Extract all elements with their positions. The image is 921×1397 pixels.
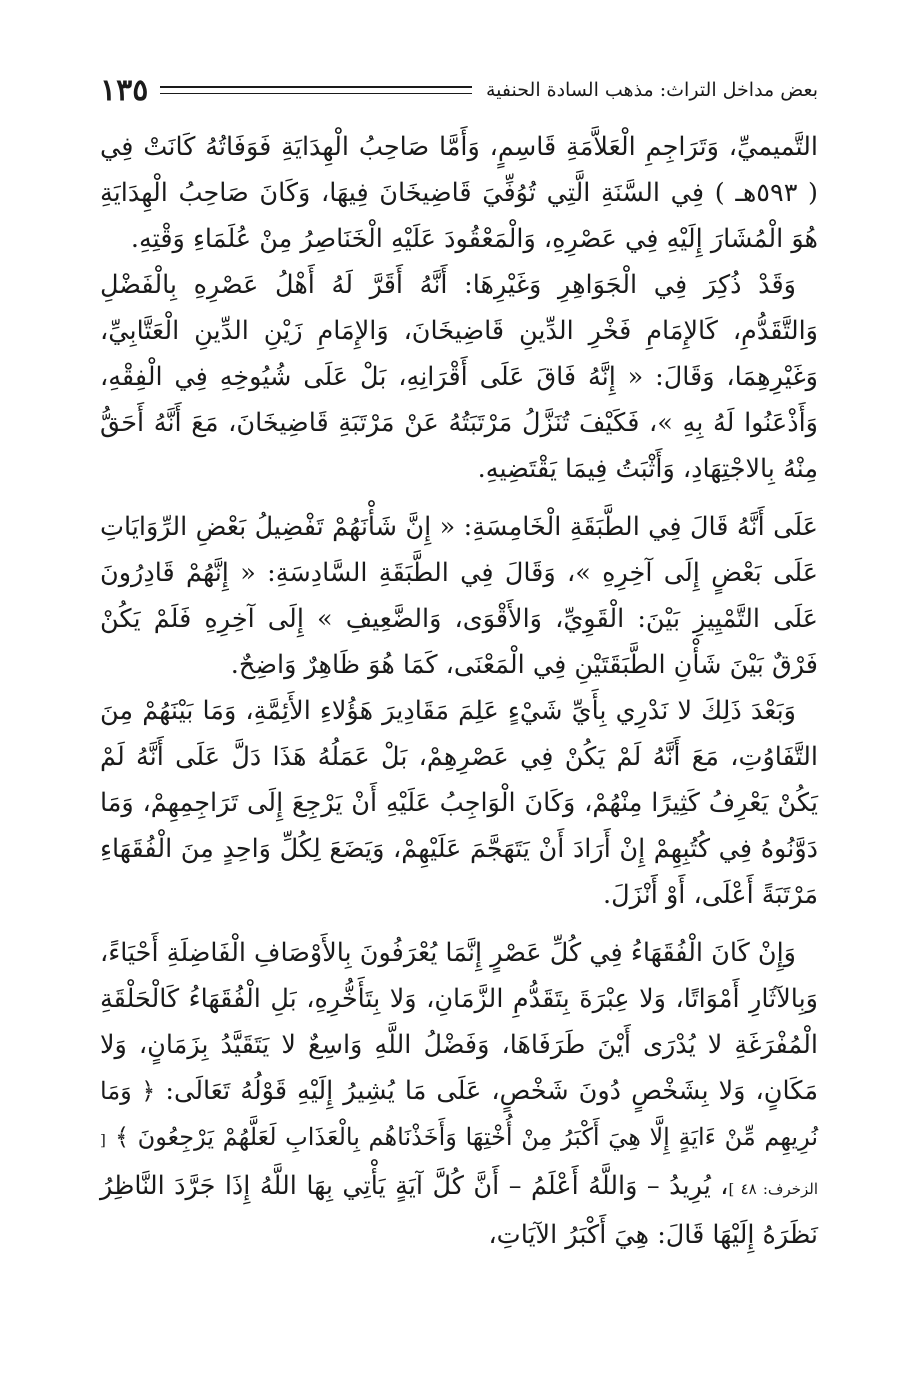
running-title: بعض مداخل التراث: مذهب السادة الحنفية <box>486 79 818 101</box>
paragraph: وَقَدْ ذُكِرَ فِي الْجَوَاهِرِ وَغَيْرِهَا: أَنَّهُ أَقَرَّ لَهُ أَهْلُ عَصْرِهِ بِالْفَضْلِ وَالتَّقَدُّمِ، كَالإِمَامِ فَخْرِ الدِّينِ قَاضِيخَانَ، وَالإِمَامِ زَيْنِ الدِّينِ الْعَتَّابِيِّ، وَغَيْرِهِمَا، وَقَالَ: « إِنَّهُ فَاقَ عَلَى أَقْرَانِهِ، بَلْ عَلَى شُيُوخِهِ فِي الْفِقْهِ، وَأَذْعَنُوا لَهُ بِهِ »، فَكَيْفَ تُنَزَّلُ مَرْتَبَتُهُ عَنْ مَرْتَبَةِ قَاضِيخَانَ، مَعَ أَنَّهُ أَحَقُّ مِنْهُ بِالاجْتِهَادِ، وَأَثْبَتُ فِيمَا يَقْتَضِيهِ. <box>100 270 818 484</box>
header-rule <box>160 86 472 94</box>
page-header <box>100 70 818 110</box>
verse-reference: [ الزخرف: ٤٨ ] <box>100 1131 819 1198</box>
paragraph <box>100 930 818 1258</box>
paragraph: التَّميميِّ، وَتَرَاجِمِ الْعَلاَّمَةِ قَاسِمٍ، وَأَمَّا صَاحِبُ الْهِدَايَةِ فَوَفَاتُهُ كَانَتْ فِي ( ٥٩٣هـ ) فِي السَّنَةِ الَّتِي تُوُفِّيَ قَاضِيخَانَ فِيهَا، وَكَانَ صَاحِبُ الْهِدَايَةِ هُوَ الْمُشَارَ إِلَيْهِ فِي عَصْرِهِ، وَالْمَعْقُودَ عَلَيْهِ الْخَنَاصِرُ مِنْ عُلَمَاءِ وَقْتِهِ. <box>100 132 818 254</box>
page-number: ١٣٥ <box>100 72 149 108</box>
paragraph: عَلَى أَنَّهُ قَالَ فِي الطَّبَقَةِ الْخَامِسَةِ: « إِنَّ شَأْنَهُمْ تَفْضِيلُ بَعْضِ الرِّوَايَاتِ عَلَى بَعْضٍ إِلَى آخِرِهِ »، وَقَالَ فِي الطَّبَقَةِ السَّادِسَةِ: « إِنَّهُمْ قَادِرُونَ عَلَى التَّمْيِيزِ بَيْنَ: الْقَوِيِّ، وَالأَقْوَى، وَالضَّعِيفِ » إِلَى آخِرِهِ فَلَمْ يَكُنْ فَرْقٌ بَيْنَ شَأْنِ الطَّبَقَتَيْنِ فِي الْمَعْنَى، كَمَا هُوَ ظَاهِرٌ وَاضِحٌ. <box>100 512 818 680</box>
paragraph-text: ، يُرِيدُ – وَاللَّهُ أَعْلَمُ – أَنَّ كُلَّ آيَةٍ يَأْتِي بِهَا اللَّهُ إِذَا جَرَّدَ النَّاظِرُ نَظَرَهُ إِلَيْهَا قَالَ: هِيَ أَكْبَرُ الآيَاتِ، <box>100 1171 818 1250</box>
quran-verse: ﴿ وَمَا نُرِيهِم مِّنْ ءَايَةٍ إِلَّا هِيَ أَكْبَرُ مِنْ أُخْتِهَا وَأَخَذْنَاهُم بِالْعَذَابِ لَعَلَّهُمْ يَرْجِعُونَ ﴾ <box>100 1077 818 1151</box>
paragraph-text: وَإِنْ كَانَ الْفُقَهَاءُ فِي كُلِّ عَصْرٍ إِنَّمَا يُعْرَفُونَ بِالأَوْصَافِ الْفَاضِلَةِ أَحْيَاءً، وَبِالآثَارِ أَمْوَاتًا، وَلا عِبْرَةَ بِتَقَدُّمِ الزَّمَانِ، وَلا بِتَأَخُّرِهِ، بَلِ الْفُقَهَاءُ كَالْحَلْقَةِ الْمُفْرَغَةِ لا يُدْرَى أَيْنَ طَرَفَاهَا، وَفَضْلُ اللَّهِ وَاسِعٌ لا يَتَقَيَّدُ بِزَمَانٍ، وَلا مَكَانٍ، وَلا بِشَخْصٍ دُونَ شَخْصٍ، عَلَى مَا يُشِيرُ إِلَيْهِ قَوْلُهُ تَعَالَى: <box>100 938 818 1106</box>
body-text <box>100 124 818 1258</box>
paragraph: وَبَعْدَ ذَلِكَ لا نَدْرِي بِأَيِّ شَيْءٍ عَلِمَ مَقَادِيرَ هَؤُلاءِ الأَئِمَّةِ، وَمَا بَيْنَهُمْ مِنَ التَّفَاوُتِ، مَعَ أَنَّهُ لَمْ يَكُنْ فِي عَصْرِهِمْ، بَلْ عَمَلُهُ هَذَا دَلَّ عَلَى أَنَّهُ لَمْ يَكُنْ يَعْرِفُ كَثِيرًا مِنْهُمْ، وَكَانَ الْوَاجِبُ عَلَيْهِ أَنْ يَرْجِعَ إِلَى تَرَاجِمِهِمْ، وَمَا دَوَّنُوهُ فِي كُتُبِهِمْ إِنْ أَرَادَ أَنْ يَتَهَجَّمَ عَلَيْهِمْ، وَيَضَعَ لِكُلِّ وَاحِدٍ مِنَ الْفُقَهَاءِ مَرْتَبَةً أَعْلَى، أَوْ أَنْزَلَ. <box>100 696 818 910</box>
